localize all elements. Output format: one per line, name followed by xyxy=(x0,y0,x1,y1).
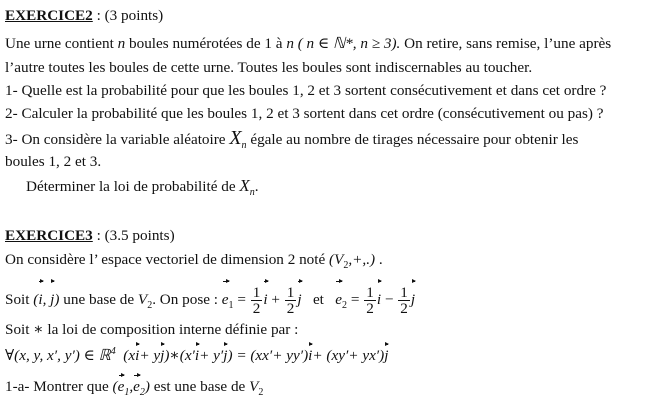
subscript: 1 xyxy=(124,387,130,398)
exercise3-heading xyxy=(5,226,175,246)
exercise2-question1: 1- Quelle est la probabilité pour que les boules 1, 2 et 3 sortent consécutivement et dans cet ordre ? xyxy=(5,82,607,99)
text: Soit xyxy=(5,321,30,338)
fraction xyxy=(251,285,263,316)
vector-i: i xyxy=(194,347,200,364)
math: + (xy′+ yx′) xyxy=(312,347,385,364)
vector-j: j xyxy=(223,347,228,364)
fraction xyxy=(285,285,297,316)
exercise3-law-definition xyxy=(5,346,388,366)
exercise3-question1a xyxy=(5,377,263,397)
denominator: 2 xyxy=(400,300,408,318)
basis-ij: (i, j) xyxy=(33,291,59,308)
subscript: 2 xyxy=(258,387,264,398)
exercise3-title: EXERCICE3 xyxy=(5,227,93,244)
text: boules numérotées de 1 à xyxy=(129,35,283,52)
var-X: X xyxy=(229,127,242,149)
numerator: 1 xyxy=(400,284,408,302)
text: 3- On considère la variable aléatoire xyxy=(5,131,226,148)
star-operator: ∗ xyxy=(33,321,44,338)
numerator: 1 xyxy=(366,284,374,302)
text: Une urne contient xyxy=(5,35,114,52)
subscript-n: n xyxy=(249,187,255,198)
vector-e2: e xyxy=(335,283,342,317)
math: ∀(x, y, x′, y′) ∈ ℝ xyxy=(5,347,111,364)
exercise3-line2 xyxy=(5,283,415,317)
text: et xyxy=(312,291,324,308)
text: On considère l’ espace vectoriel de dimension 2 noté xyxy=(5,251,326,268)
denominator: 2 xyxy=(366,300,374,318)
exercise2-question3 xyxy=(5,128,578,150)
vector-j: j xyxy=(160,347,165,364)
subscript: 2 xyxy=(342,300,348,311)
exercise2-heading xyxy=(5,6,163,26)
e2-definition xyxy=(335,284,416,318)
text: la loi de composition interne définie par : xyxy=(47,321,299,338)
math: (x xyxy=(123,347,136,364)
var-n: n xyxy=(117,35,126,52)
numerator: 1 xyxy=(252,284,261,302)
vector-i: i xyxy=(38,283,42,317)
vector-i: i xyxy=(377,283,381,317)
plus: + xyxy=(271,291,280,308)
exercise2-points: : (3 points) xyxy=(92,7,164,24)
var-V: V xyxy=(249,378,259,395)
math: ) = (xx′+ yy′) xyxy=(227,347,309,364)
subscript-n: n xyxy=(241,140,247,151)
exercise3-line3 xyxy=(5,320,298,340)
vector-j: j xyxy=(50,283,54,317)
subscript: 2 xyxy=(343,260,349,271)
fraction xyxy=(398,285,410,316)
exercise2-line2: l’autre toutes les boules de cette urne. Toutes les boules sont indiscernables au toucher. xyxy=(5,59,533,76)
exercise3-line1 xyxy=(5,250,383,270)
text: . xyxy=(254,178,259,195)
superscript: 4 xyxy=(110,346,116,357)
subscript: 2 xyxy=(139,387,145,398)
text: . On pose : xyxy=(152,291,218,308)
text: une base de xyxy=(63,291,135,308)
exercise2-title: EXERCICE2 xyxy=(5,7,93,24)
equals: = xyxy=(350,291,360,308)
vector-j: j xyxy=(411,283,415,317)
text: . xyxy=(378,251,383,268)
var-X: X xyxy=(239,176,250,195)
text: est une base de xyxy=(153,378,246,395)
exercise2-question3-cont: boules 1, 2 et 3. xyxy=(5,153,102,170)
text: Soit xyxy=(5,291,30,308)
text: Déterminer la loi de probabilité de xyxy=(26,178,236,195)
math: )∗(x′ xyxy=(164,347,195,364)
var-V: V xyxy=(137,291,148,308)
exercise2-line1 xyxy=(5,34,611,54)
equals: = xyxy=(237,291,246,308)
fraction xyxy=(364,285,376,316)
denominator: 2 xyxy=(252,300,261,318)
math: + y xyxy=(139,347,161,364)
math: + y′ xyxy=(199,347,224,364)
numerator: 1 xyxy=(286,284,295,302)
vector-i: i xyxy=(263,283,267,317)
var-n: n xyxy=(286,35,294,52)
subscript: 1 xyxy=(228,300,234,311)
subscript: 2 xyxy=(147,300,153,311)
exercise3-points: : (3.5 points) xyxy=(92,227,175,244)
math: ,+,.) xyxy=(348,251,376,268)
text: On retire, sans remise, l’une après xyxy=(404,35,612,52)
vector-i: i xyxy=(308,347,313,364)
text: 1-a- Montrer que xyxy=(5,378,109,395)
basis-e1e2: $(e_1,e_2)$ xyxy=(112,378,150,398)
exercise2-question4 xyxy=(26,176,259,197)
vector-e1: e xyxy=(222,283,229,317)
math: (V xyxy=(329,251,344,268)
minus: − xyxy=(384,291,394,308)
text: égale au nombre de tirages nécessaire pour obtenir les xyxy=(250,131,579,148)
vector-j: j xyxy=(297,283,301,317)
vector-i: i xyxy=(135,347,140,364)
vector-j: j xyxy=(384,347,389,364)
exercise2-question2: 2- Calculer la probabilité que les boules 1, 2 et 3 sortent dans cet ordre (consécutivement ou pas) ? xyxy=(5,105,604,122)
vector-e1: e xyxy=(117,378,125,395)
denominator: 2 xyxy=(286,300,295,318)
vector-e2: e xyxy=(133,378,140,395)
e1-definition xyxy=(221,284,306,318)
condition-n: ( n ∈ ℕ*, n ≥ 3). xyxy=(297,35,401,52)
